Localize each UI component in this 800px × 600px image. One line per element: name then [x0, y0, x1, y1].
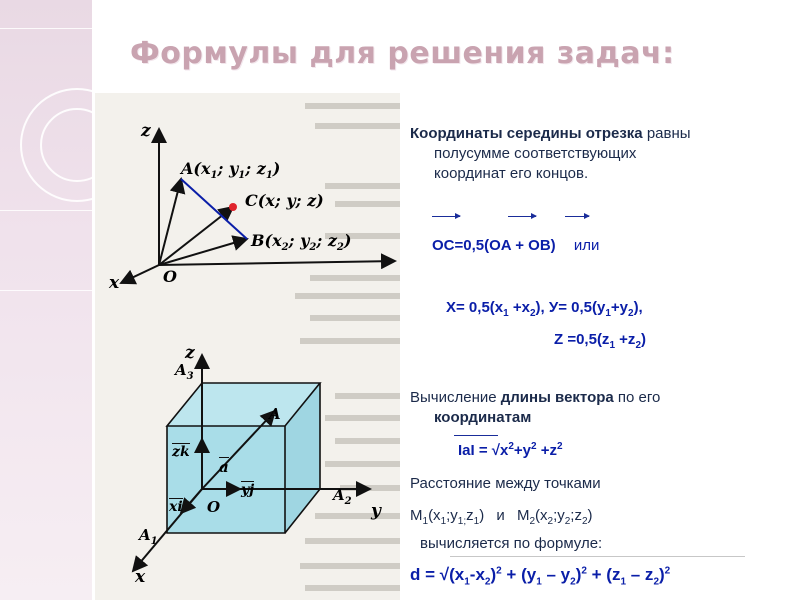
- midpoint-line-2: полусумме соответствующих: [434, 145, 637, 162]
- length-heading-2: координатам: [434, 409, 532, 426]
- decorative-line: [0, 28, 92, 29]
- divider-line: [450, 556, 745, 557]
- vector-xi-label: xi: [169, 499, 183, 515]
- vector-zk-label: zk: [172, 444, 190, 460]
- decorative-line: [0, 210, 92, 211]
- axis-label-z: z: [141, 121, 151, 141]
- vector-midpoint-formula: OC=0,5(OA + OB) или: [432, 237, 600, 254]
- point-a3-label: $A_3$: [175, 361, 194, 382]
- decorative-line: [0, 290, 92, 291]
- vector-length-formula: IaI = $√x^2+y^2 +z^2$: [458, 441, 563, 459]
- midpoint-line-3: координат его концов.: [434, 165, 589, 182]
- axis-label-x: x: [135, 567, 146, 587]
- point-a-label: $A(x_1$; $y_1$; $z_1$): [181, 159, 281, 182]
- point-a-label: A: [269, 405, 281, 423]
- point-c-label: C(x; y; z): [245, 191, 324, 210]
- distance-formula: $d = √(x_1-x_2)^2 + (y_1 - y_2)^2 + (z_1 - z_2)^2$: [410, 565, 671, 588]
- distance-line-3: вычисляется по формуле:: [420, 535, 603, 552]
- slide-title: Формулы для решения задач:: [130, 36, 675, 71]
- origin-label: O: [207, 498, 221, 516]
- midpoint-heading: Координаты середины отрезка равны: [410, 125, 691, 142]
- xy-midpoint-formula: $X= 0,5(x_1 +x_2)$, $У= 0,5(y_1+y_2)$,: [446, 299, 643, 319]
- point-a2-label: $A_2$: [333, 486, 352, 507]
- distance-heading: Расстояние между точками: [410, 475, 601, 492]
- axis-label-x: x: [109, 273, 120, 293]
- vector-arrow-ob: [565, 216, 589, 217]
- axis-label-y: y: [371, 501, 381, 521]
- vector-a-label: a: [219, 458, 229, 476]
- point-c-marker: [229, 203, 237, 211]
- vector-arrow-oc: [432, 216, 460, 217]
- vector-yj-label: yj: [241, 482, 255, 498]
- divider-line: [454, 435, 498, 436]
- vector-arrow-oa: [508, 216, 536, 217]
- length-heading: Вычисление длины вектора по его: [410, 389, 661, 406]
- origin-label: O: [163, 267, 177, 286]
- distance-points: $M_1(x_1;y_{1;}z_1)$ и $M_2(x_2;y_2;z_2)$: [410, 507, 593, 527]
- textbook-figure: [95, 93, 400, 600]
- z-midpoint-formula: $Z =0,5(z_1 +z_2)$: [554, 331, 646, 351]
- point-b-label: $B(x_2$; $y_2$; $z_2$): [251, 231, 352, 254]
- point-a1-label: $A_1$: [139, 526, 158, 547]
- axis-label-z: z: [185, 343, 195, 363]
